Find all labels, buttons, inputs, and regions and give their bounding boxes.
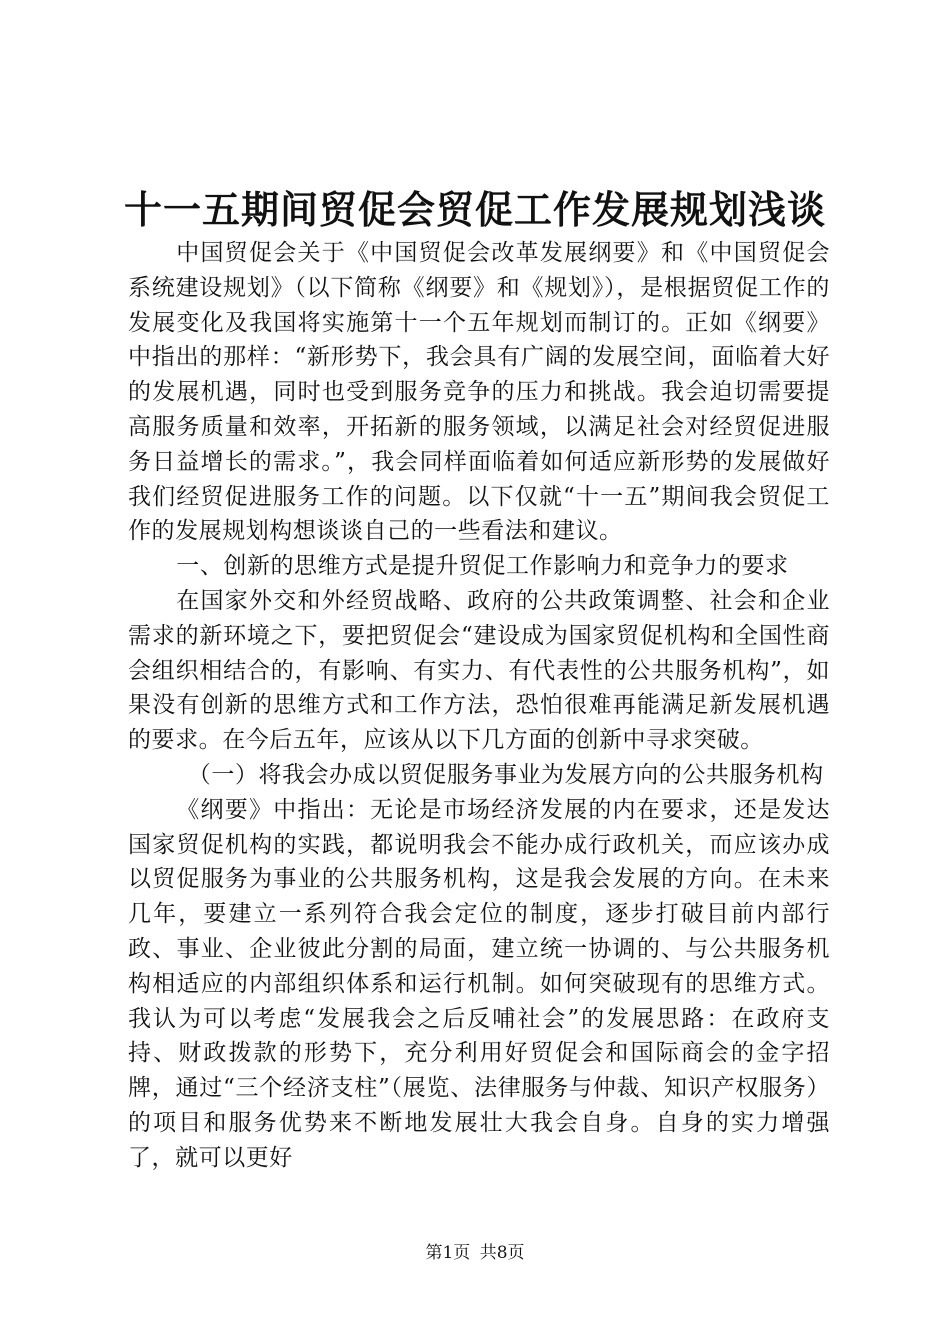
- paragraph-intro: 中国贸促会关于《中国贸促会改革发展纲要》和《中国贸促会系统建设规划》（以下简称《纲要》和《规划》），是根据贸促工作的发展变化及我国将实施第十一个五年规划而制订的。正如《纲要》中指出的那样：“新形势下，我会具有广阔的发展空间，面临着大好的发展机遇，同时也受到服务竞争的压力和挑战。我会迫切需要提高服务质量和效率，开拓新的服务领域，以满足社会对经贸促进服务日益增长的需求。”，我会同样面临着如何适应新形势的发展做好我们经贸促进服务工作的问题。以下仅就“十一五”期间我会贸促工作的发展规划构想谈谈自己的一些看法和建议。: [128, 240, 830, 545]
- page-footer: [0, 1241, 950, 1265]
- page-total: 共8页: [479, 1243, 525, 1263]
- section-heading-1: 一、创新的思维方式是提升贸促工作影响力和竞争力的要求: [176, 553, 789, 580]
- document-title: 十一五期间贸促会贸促工作发展规划浅谈: [123, 187, 826, 232]
- page-number: 第1页: [425, 1243, 471, 1263]
- subsection-heading-1: （一）将我会办成以贸促服务事业为发展方向的公共服务机构: [187, 761, 824, 788]
- paragraph-subsection-1: 《纲要》中指出：无论是市场经济发展的内在要求，还是发达国家贸促机构的实践，都说明我会不能办成行政机关，而应该办成以贸促服务为事业的公共服务机构，这是我会发展的方向。在未来几年，要建立一系列符合我会定位的制度，逐步打破目前内部行政、事业、企业彼此分割的局面，建立统一协调的、与公共服务机构相适应的内部组织体系和运行机制。如何突破现有的思维方式。我认为可以考虑“发展我会之后反哺社会”的发展思路：在政府支持、财政拨款的形势下，充分利用好贸促会和国际商会的金字招牌，通过“三个经济支柱”（展览、法律服务与仲裁、知识产权服务）的项目和服务优势来不断地发展壮大我会自身。自身的实力增强了，就可以更好: [128, 796, 830, 1171]
- document-body: [128, 236, 830, 1176]
- paragraph-section-1: 在国家外交和外经贸战略、政府的公共政策调整、社会和企业需求的新环境之下，要把贸促会“建设成为国家贸促机构和全国性商会组织相结合的，有影响、有实力、有代表性的公共服务机构”，如果没有创新的思维方式和工作方法，恐怕很难再能满足新发展机遇的要求。在今后五年，应该从以下几方面的创新中寻求突破。: [128, 587, 830, 754]
